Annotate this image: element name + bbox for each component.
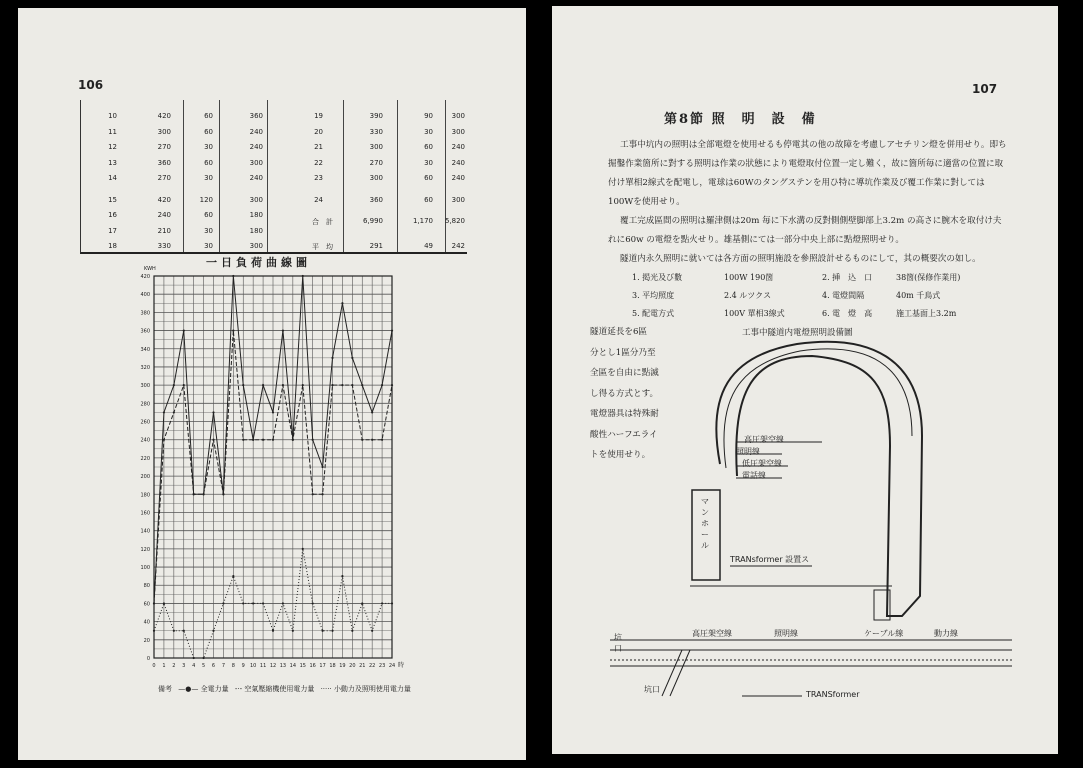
data-point <box>361 384 363 386</box>
y-tick-label: 260 <box>140 419 150 426</box>
table-total-value: 5,820 <box>444 217 465 225</box>
data-point <box>193 493 195 495</box>
load-curve-chart <box>18 8 526 760</box>
table-cell: 300 <box>451 127 465 136</box>
table-cell: 300 <box>249 242 263 250</box>
table-cell: 390 <box>369 112 383 120</box>
data-point <box>252 439 254 441</box>
data-point <box>262 384 264 386</box>
table-cell: 300 <box>451 195 465 204</box>
data-point <box>331 630 333 632</box>
y-tick-label: 280 <box>140 401 150 408</box>
table-cell: 14 <box>108 174 117 182</box>
page-number: 106 <box>78 78 104 92</box>
page-106 <box>18 8 526 760</box>
table-cell: 30 <box>424 127 433 136</box>
y-tick-label: 20 <box>143 637 150 644</box>
paragraph-1: 工事中坑内の照明は全部電燈を使用せるも停電其の他の故障を考慮しアセチリン燈を併用せり。即ち掘鑿作業箇所に對する照明は作業の狀態により電燈取付位置一定し難く，故に箇所毎に適當の位置に取付け單相2線式を配電し，電球は60Wのタングステンを用ひ特に導坑作業及び覆工作業に對しては100Wを使用せり。 <box>608 140 1007 207</box>
label-bottom-cable: ケーブル線 <box>864 629 904 638</box>
table-cell: 240 <box>249 143 263 151</box>
data-point <box>193 657 195 659</box>
data-point <box>163 411 165 413</box>
table-cell: 30 <box>204 226 213 235</box>
data-point <box>232 275 234 277</box>
spec-item: 3. 平均照度 <box>632 291 675 300</box>
data-point <box>341 575 343 577</box>
table-cell: 270 <box>157 174 171 182</box>
x-tick-label: 4 <box>192 663 196 669</box>
table-cell: 120 <box>199 195 213 204</box>
x-tick-label: 13 <box>279 663 287 669</box>
table-cell: 300 <box>369 143 383 151</box>
data-point <box>292 630 294 632</box>
table-cell: 180 <box>249 226 263 235</box>
x-tick-label: 12 <box>269 663 277 669</box>
x-tick-label: 9 <box>241 663 245 669</box>
table-cell: 300 <box>249 158 263 167</box>
data-point <box>212 630 214 632</box>
y-tick-label: 120 <box>140 546 150 553</box>
data-point <box>173 411 175 413</box>
data-point <box>212 439 214 441</box>
label-manhole: マンホール <box>701 497 709 550</box>
data-point <box>163 602 165 604</box>
data-point <box>391 602 393 604</box>
table-cell: 300 <box>157 127 171 136</box>
label-lighting: 照明線 <box>736 447 760 456</box>
x-tick-label: 14 <box>289 663 297 669</box>
data-point <box>381 384 383 386</box>
y-tick-label: 220 <box>140 455 150 462</box>
note-line: し得る方式とす。 <box>590 388 659 399</box>
data-point <box>312 602 314 604</box>
legend-item-compressor: 空氣壓縮機使用電力量 <box>244 685 315 693</box>
data-point <box>371 411 373 413</box>
y-tick-label: 60 <box>143 601 150 608</box>
data-point <box>361 602 363 604</box>
data-point <box>173 630 175 632</box>
table-cell: 18 <box>108 242 117 250</box>
table-cell: 16 <box>108 211 117 219</box>
data-point <box>242 439 244 441</box>
data-point <box>331 384 333 386</box>
table-cell: 360 <box>157 158 171 167</box>
x-tick-label: 5 <box>201 663 206 669</box>
table-cell: 60 <box>424 174 433 182</box>
table-cell: 300 <box>249 195 263 204</box>
spec-item: 38箇(保修作業用) <box>896 273 961 282</box>
data-point <box>312 439 314 441</box>
table-cell: 360 <box>249 112 263 120</box>
note-line: 全區を自由に點滅 <box>590 368 659 378</box>
y-tick-label: 140 <box>140 528 150 535</box>
x-tick-label: 7 <box>221 663 226 669</box>
data-point <box>252 602 254 604</box>
y-tick-label: 400 <box>140 292 150 299</box>
table-cell: 20 <box>314 127 323 136</box>
data-point <box>302 548 304 550</box>
table-cell: 15 <box>108 195 117 204</box>
label-bottom-power: 動力線 <box>934 629 958 638</box>
x-tick-label: 20 <box>349 663 356 669</box>
table-total-value: 6,990 <box>362 217 383 225</box>
data-point <box>262 602 264 604</box>
data-point <box>242 384 244 386</box>
table-cell: 23 <box>314 174 323 182</box>
spec-item: 4. 電燈間隔 <box>822 291 865 300</box>
x-tick-label: 8 <box>231 663 235 669</box>
table-cell: 24 <box>314 195 323 204</box>
note-line: 分とし1區分乃至 <box>590 347 656 358</box>
spec-item: 6. 電 燈 高 <box>822 309 873 318</box>
x-tick-label: 0 <box>152 663 156 669</box>
data-point <box>232 575 234 577</box>
y-tick-label: 80 <box>143 583 150 590</box>
label-low-voltage: 低圧架空線 <box>742 459 782 468</box>
table-cell: 60 <box>204 112 213 120</box>
data-point <box>381 602 383 604</box>
data-point <box>183 384 185 386</box>
note-line: 酸性ハーフエライ <box>590 429 658 440</box>
data-point <box>183 329 185 331</box>
x-tick-label: 2 <box>172 663 176 669</box>
label-transformer-room: TRANsformer 設置ス <box>730 555 810 564</box>
y-tick-label: 100 <box>140 565 150 572</box>
legend-item-total: 全電力量 <box>200 685 229 693</box>
label-bottom-transformer: TRANSformer <box>806 690 860 699</box>
data-point <box>262 439 264 441</box>
table-cell: 13 <box>108 158 117 167</box>
y-tick-label: 420 <box>140 274 150 280</box>
table-cell: 240 <box>157 211 171 219</box>
data-point <box>272 411 274 413</box>
table-total-label: 合 計 <box>312 218 333 226</box>
x-tick-label: 10 <box>249 663 257 669</box>
table-cell: 19 <box>314 112 323 120</box>
x-tick-label: 16 <box>309 663 316 669</box>
table-cell: 300 <box>451 112 465 120</box>
spec-item: 施工基面上3.2m <box>896 309 957 318</box>
data-point <box>371 630 373 632</box>
table-cell: 240 <box>249 174 263 182</box>
data-point <box>331 357 333 359</box>
x-tick-label: 23 <box>378 663 386 669</box>
page-107 <box>552 6 1058 754</box>
table-cell: 240 <box>451 143 465 151</box>
data-point <box>351 357 353 359</box>
legend-prefix: 備考 <box>158 685 172 693</box>
data-point <box>312 493 314 495</box>
table-cell: 240 <box>249 127 263 136</box>
data-point <box>153 602 155 604</box>
data-point <box>222 493 224 495</box>
data-point <box>391 329 393 331</box>
data-point <box>321 493 323 495</box>
table-cell: 420 <box>157 195 171 204</box>
data-point <box>212 411 214 413</box>
data-point <box>302 384 304 386</box>
x-tick-label: 21 <box>359 663 366 669</box>
x-tick-label: 3 <box>182 663 186 669</box>
table-average-label: 平 均 <box>312 243 333 251</box>
table-cell: 60 <box>424 195 433 204</box>
data-point <box>272 630 274 632</box>
page-number: 107 <box>972 82 998 96</box>
table-cell: 30 <box>204 242 213 250</box>
data-point <box>183 630 185 632</box>
data-point <box>163 439 165 441</box>
data-point <box>292 439 294 441</box>
table-cell: 30 <box>204 174 213 182</box>
label-side-adit: 坑口 <box>614 633 622 653</box>
label-bottom-light: 照明線 <box>774 629 798 638</box>
x-tick-label: 6 <box>211 663 216 669</box>
label-bottom-high: 高圧架空線 <box>692 629 732 638</box>
table-total-value: 1,170 <box>412 217 433 225</box>
data-point <box>341 384 343 386</box>
y-tick-label: 320 <box>140 364 150 371</box>
table-cell: 240 <box>451 158 465 167</box>
tunnel-lighting-diagram <box>552 6 1058 754</box>
table-cell: 90 <box>424 112 433 120</box>
y-tick-label: 240 <box>140 437 150 444</box>
data-point <box>341 302 343 304</box>
table-cell: 240 <box>451 174 465 182</box>
data-point <box>153 630 155 632</box>
y-tick-label: 180 <box>140 492 150 499</box>
table-cell: 270 <box>369 158 383 167</box>
x-tick-label: 18 <box>329 663 336 669</box>
x-axis-label: 時 <box>398 662 405 669</box>
table-cell: 210 <box>157 226 171 235</box>
y-tick-label: 360 <box>140 328 150 335</box>
x-tick-label: 1 <box>162 663 166 669</box>
y-tick-label: 380 <box>140 310 150 317</box>
table-cell: 30 <box>204 143 213 151</box>
data-point <box>371 439 373 441</box>
x-tick-label: 24 <box>388 663 396 669</box>
x-tick-label: 17 <box>319 663 326 669</box>
y-axis-label: KWH <box>144 266 156 272</box>
note-line: トを使用せり。 <box>590 450 651 460</box>
table-cell: 420 <box>157 112 171 120</box>
data-point <box>202 657 204 659</box>
table-cell: 180 <box>249 211 263 219</box>
data-point <box>351 630 353 632</box>
table-cell: 11 <box>108 127 117 136</box>
figure-title: 工事中隧道内電燈照明設備圖 <box>742 328 853 338</box>
data-point <box>173 384 175 386</box>
x-tick-label: 11 <box>259 663 267 669</box>
table-cell: 10 <box>108 112 117 120</box>
data-point <box>321 630 323 632</box>
section-title: 第8節 照 明 設 備 <box>664 112 817 127</box>
y-tick-label: 300 <box>140 383 150 390</box>
legend-item-lighting: 小動力及照明使用電力量 <box>333 685 411 693</box>
spec-item: 2. 挿 込 口 <box>822 273 873 282</box>
y-tick-label: 200 <box>140 474 150 481</box>
x-tick-label: 22 <box>368 663 376 669</box>
label-high-voltage: 高圧架空線 <box>744 435 784 444</box>
table-cell: 21 <box>314 143 323 151</box>
table-cell: 17 <box>108 226 117 235</box>
table-cell: 22 <box>314 158 323 167</box>
data-point <box>282 384 284 386</box>
label-telephone: 電話線 <box>742 471 766 480</box>
data-point <box>202 493 204 495</box>
table-cell: 12 <box>108 143 117 151</box>
y-tick-label: 340 <box>140 346 150 353</box>
table-cell: 330 <box>157 242 171 250</box>
spec-item: 1. 掲光及び數 <box>632 273 683 282</box>
spec-item: 5. 配電方式 <box>632 309 675 318</box>
data-point <box>302 275 304 277</box>
spec-item: 2.4 ルツクス <box>724 291 772 300</box>
spec-item: 100V 單相3線式 <box>724 309 785 318</box>
data-point <box>361 439 363 441</box>
paragraph-2: 覆工完成區間の照明は羅津側は20m 毎に下水溝の反對側側壁脚部上3.2m の高さに腕木を取付け夫れに60w の電燈を點火せり。雄基側にては一部分中央上部に點燈照明せり。 <box>608 216 1002 245</box>
table-cell: 330 <box>369 127 383 136</box>
data-point <box>272 439 274 441</box>
data-point <box>381 439 383 441</box>
data-point <box>321 466 323 468</box>
note-line: 電燈器具は特殊耐 <box>590 409 659 419</box>
data-point <box>391 384 393 386</box>
y-tick-label: 0 <box>146 656 150 662</box>
spec-item: 100W 190箇 <box>724 273 774 282</box>
table-cell: 30 <box>424 158 433 167</box>
note-line: 隧道延長を6區 <box>590 327 648 337</box>
table-cell: 60 <box>204 127 213 136</box>
table-cell: 60 <box>204 158 213 167</box>
data-point <box>282 602 284 604</box>
y-tick-label: 40 <box>143 619 150 626</box>
table-cell: 360 <box>369 195 383 204</box>
data-point <box>232 329 234 331</box>
label-adit: 坑口 <box>644 685 660 694</box>
table-cell: 300 <box>369 174 383 182</box>
table-average-value: 291 <box>369 242 383 250</box>
y-tick-label: 160 <box>140 510 150 517</box>
data-point <box>351 384 353 386</box>
table-average-value: 49 <box>424 242 433 250</box>
chart-legend: 備考 —●— 全電力量 -·- 空氣壓縮機使用電力量 ····· 小動力及照明使用電力量 <box>158 685 411 693</box>
paragraph-3: 隧道内永久照明に就いては各方面の照明施設を參照設計せるものにして，其の概要次の如し。 <box>620 254 981 264</box>
x-tick-label: 19 <box>339 663 346 669</box>
spec-item: 40m 千鳥式 <box>896 291 941 300</box>
table-cell: 270 <box>157 143 171 151</box>
data-point <box>282 329 284 331</box>
x-tick-label: 15 <box>299 663 306 669</box>
table-cell: 60 <box>204 211 213 219</box>
chart-title: 一日負荷曲線圖 <box>206 256 311 269</box>
table-cell: 60 <box>424 143 433 151</box>
data-point <box>222 602 224 604</box>
table-average-value: 242 <box>451 242 465 250</box>
data-point <box>242 602 244 604</box>
